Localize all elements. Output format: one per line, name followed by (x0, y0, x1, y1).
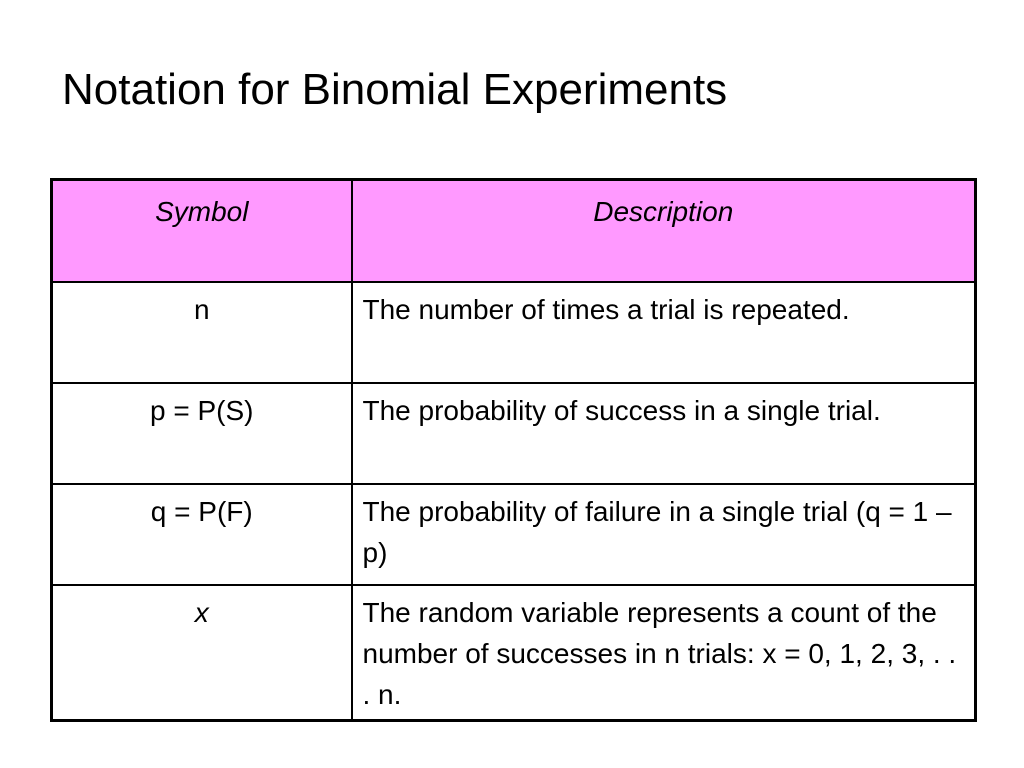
header-description: Description (352, 180, 976, 282)
table-row (52, 383, 976, 484)
notation-table (50, 178, 977, 722)
symbol-cell: x (52, 585, 352, 721)
description-cell: The probability of success in a single trial. (352, 383, 976, 484)
table-row (52, 585, 976, 721)
description-cell: The random variable represents a count of the number of successes in n trials: x = 0, 1, 2, 3, . . . n. (352, 585, 976, 721)
header-symbol: Symbol (52, 180, 352, 282)
table-row (52, 484, 976, 585)
symbol-cell: q = P(F) (52, 484, 352, 585)
symbol-cell: n (52, 282, 352, 383)
table-header-row (52, 180, 976, 282)
description-cell: The number of times a trial is repeated. (352, 282, 976, 383)
table-row (52, 282, 976, 383)
description-cell: The probability of failure in a single trial (q = 1 – p) (352, 484, 976, 585)
symbol-cell: p = P(S) (52, 383, 352, 484)
slide-title: Notation for Binomial Experiments (62, 65, 728, 114)
